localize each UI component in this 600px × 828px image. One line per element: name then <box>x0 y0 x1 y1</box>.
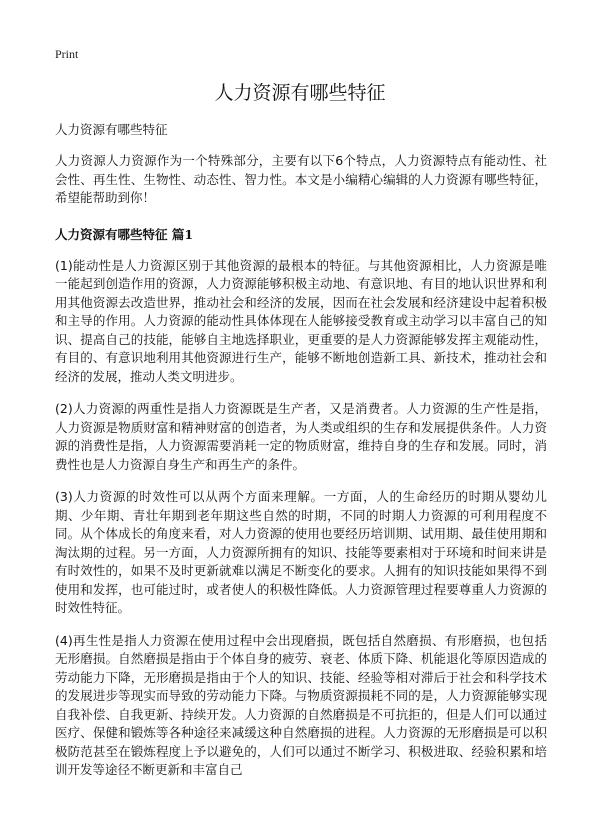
section-heading: 人力资源有哪些特征 篇1 <box>55 226 194 242</box>
paragraph-1: (1)能动性是人力资源区别于其他资源的最根本的特征。与其他资源相比，人力资源是唯一能起到创造作用的资源，人力资源能够积极主动地、有意识地、有目的地认识世界和利用其他资源去改造世界，推动社会和经济的发展，因而在社会发展和经济建设中起着积极和主导的作用。人力资源的能动性具体体现在人能够接受教育或主动学习以丰富自己的知识、提高自己的技能，能够自主地选择职业，更重要的是人力资源能够发挥主观能动性，有目的、有意识地利用其他资源进行生产，能够不断地创造新工具、新技术，推动社会和经济的发展，推动人类文明进步。 <box>55 257 547 384</box>
page-title: 人力资源有哪些特征 <box>214 82 386 104</box>
intro-paragraph: 人力资源人力资源作为一个特殊部分，主要有以下6个特点，人力资源特点有能动性、社会性、再生性、生物性、动态性、智力性。本文是小编精心编辑的人力资源有哪些特征，希望能帮助到你！ <box>55 153 547 205</box>
print-link[interactable]: Print <box>55 47 79 61</box>
paragraph-4: (4)再生性是指人力资源在使用过程中会出现磨损，既包括自然磨损、有形磨损，也包括无形磨损。自然磨损是指由于个体自身的疲劳、衰老、体质下降、机能退化等原因造成的劳动能力下降，无形磨损是指由于个人的知识、技能、经验等相对滞后于社会和科学技术的发展进步等现实而导致的劳动能力下降。与物质资源损耗不同的是，人力资源能够实现自我补偿、自我更新、持续开发。人力资源的自然磨损是不可抗拒的，但是人们可以通过医疗、保健和锻炼等各种途径来减缓这种自然磨损的进程。人力资源的无形磨损是可以积极防范甚至在锻炼程度上予以避免的，人们可以通过不断学习、积极进取、经验积累和培训开发等途径不断更新和丰富自己 <box>55 632 547 777</box>
document-subtitle: 人力资源有哪些特征 <box>55 122 168 137</box>
paragraph-2: (2)人力资源的两重性是指人力资源既是生产者，又是消费者。人力资源的生产性是指，人力资源是物质财富和精神财富的创造者，为人类或组织的生存和发展提供条件。人力资源的消费性是指，人力资源需要消耗一定的物质财富，维持自身的生存和发展。同时，消费性也是人力资源自身生产和再生产的条件。 <box>55 401 547 472</box>
document-body <box>55 121 547 794</box>
paragraph-3: (3)人力资源的时效性可以从两个方面来理解。一方面，人的生命经历的时期从婴幼儿期、少年期、青壮年期到老年期这些自然的时期，不同的时期人力资源的可利用程度不同。从个体成长的角度来看，对人力资源的使用也要经历培训期、试用期、最佳使用期和淘汰期的过程。另一方面，人力资源所拥有的知识、技能等要素相对于环境和时间来讲是有时效性的，如果不及时更新就难以满足不断变化的要求。人拥有的知识技能如果得不到使用和发挥，也可能过时，或者使人的积极性降低。人力资源管理过程要尊重人力资源的时效性特征。 <box>55 489 547 615</box>
